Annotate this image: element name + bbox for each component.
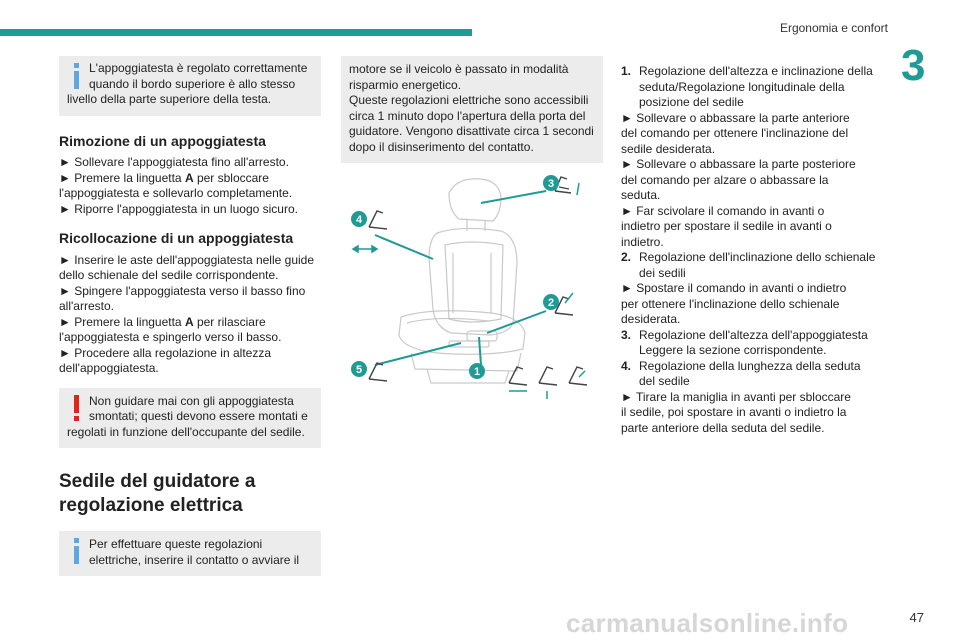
refit-steps: ► Inserire le aste dell'appoggiatesta nelle guide dello schienale del sedile corrispondente. ► Spingere l'appoggiatesta verso il basso fino all'arresto. ► Premere la linguetta A per rilasciare l'appoggiatesta e spingerlo verso il basso. ► Procedere alla regolazione in altezza dell'appoggiatesta. [59,252,314,375]
warning-note: Non guidare mai con gli appoggiatesta smontati; questi devono essere montati e regolati in funzione dell'occupante del sedile. [59,388,321,449]
info-icon [71,538,83,564]
badge-label-3: 3 [547,178,555,190]
info-note-headrest: L'appoggiatesta è regolato correttamente quando il bordo superiore è allo stesso livello della parte superiore della testa. [59,56,321,116]
adjustment-list [621,64,883,436]
info-icon [71,63,83,89]
heading-removal: Rimozione di un appoggiatesta [59,132,266,149]
page-number: 47 [909,610,924,625]
header-accent-bar [0,29,472,36]
section-title: Ergonomia e confort [779,21,888,35]
info-note-electric: Per effettuare queste regolazioni elettriche, inserire il contatto o avviare il [59,531,321,576]
badge-label-5: 5 [355,364,363,376]
badge-label-2: 2 [547,297,555,309]
badge-label-1: 1 [473,366,481,378]
column-1 [59,56,321,576]
list-item: 4. Regolazione della lunghezza della seduta del sedile ► Tirare la maniglia in avanti per sbloccare il sedile, poi spostare in avanti o indietro la parte anteriore della seduta del sedile. [621,358,861,435]
section-heading: Sedile del guidatore a regolazione elettrica [59,471,256,516]
heading-refit: Ricollocazione di un appoggiatesta [59,230,294,246]
watermark: carmanualsonline.info [566,608,849,638]
warning-icon [71,395,83,421]
removal-steps: ► Sollevare l'appoggiatesta fino all'arresto. ► Premere la linguetta A per sbloccare l'appoggiatesta e sollevarlo completamente. ► Riporre l'appoggiatesta in un luogo sicuro. [59,155,298,216]
seat-illustration [341,173,603,405]
list-item: 2. Regolazione dell'inclinazione dello schienale dei sedili ► Spostare il comando in avanti o indietro per ottenere l'inclinazione dello schienale desiderata. [621,250,876,326]
badge-label-4: 4 [355,214,363,226]
column-2 [341,56,603,163]
chapter-number: 3 [901,41,926,90]
list-item: 1. Regolazione dell'altezza e inclinazione della seduta/Regolazione longitudinale della posizione del sedile ► Sollevare o abbassare la parte anteriore del comando per ottenere l'inclinazione del sedile desiderata. ► Sollevare o abbassare la parte posteriore del comando per alzare o abbassare la seduta. ► Far scivolare il comando in avanti o indietro per spostare il sedile in avanti o indietro. [621,64,873,249]
seat-adjustment-figure [341,173,603,405]
info-note-continued: motore se il veicolo è passato in modalità risparmio energetico. Queste regolazioni elettriche sono accessibili circa 1 minuto dopo l'apertura della porta del guidatore. Vengono disattivate circa 1 secondi dopo il disinserimento del contatto. [341,56,603,163]
column-3 [621,64,883,436]
list-item: 3. Regolazione dell'altezza dell'appoggiatesta Leggere la sezione corrispondente. [621,327,868,357]
